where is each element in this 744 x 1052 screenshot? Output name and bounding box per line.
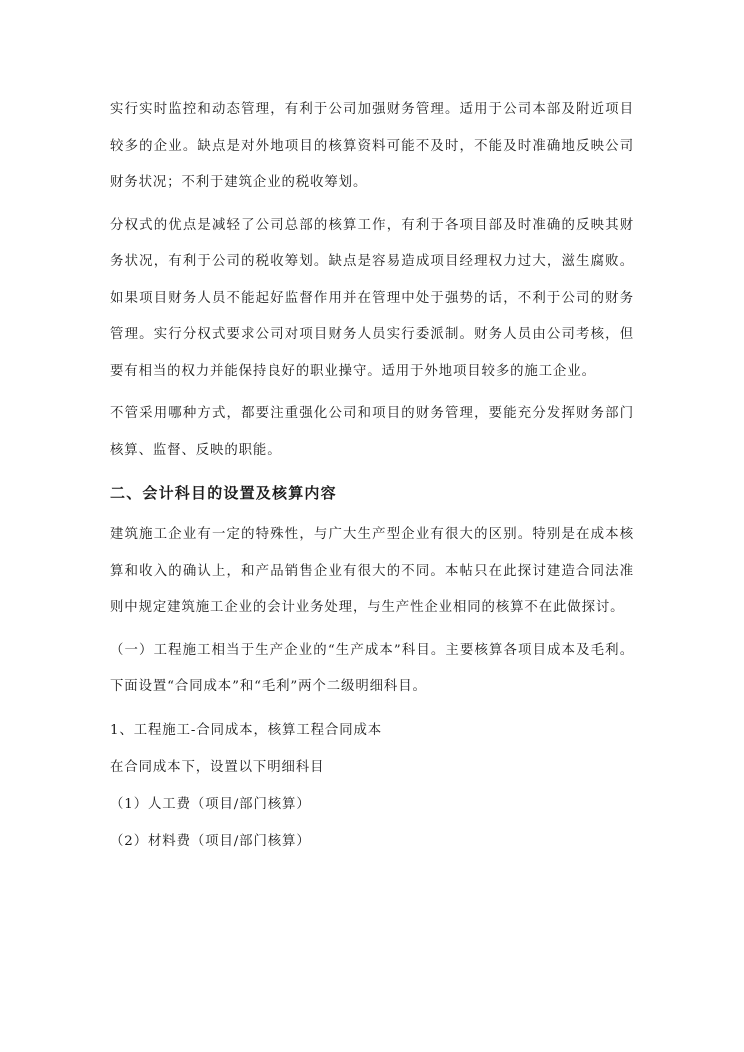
document-body: [110, 92, 634, 860]
section-heading: 二、会计科目的设置及核算内容: [110, 484, 337, 502]
paragraph-financial-management: 不管采用哪种方式，都要注重强化公司和项目的财务管理，要能充分发挥财务部门核算、监督、反映的职能。: [110, 406, 634, 458]
list-item: 1、工程施工-合同成本，核算工程合同成本: [110, 722, 383, 738]
list-item: （2）材料费（项目/部门核算）: [110, 833, 311, 849]
list-item: （1）人工费（项目/部门核算）: [110, 796, 311, 812]
list-item: 在合同成本下，设置以下明细科目: [110, 759, 325, 775]
paragraph-engineering-construction-account: （一）工程施工相当于生产企业的“生产成本”科目。主要核算各项目成本及毛利。下面设置“合同成本”和“毛利”两个二级明细科目。: [110, 642, 634, 694]
paragraph-centralized-advantages: 实行实时监控和动态管理，有利于公司加强财务管理。适用于公司本部及附近项目较多的企业。缺点是对外地项目的核算资料可能不及时，不能及时准确地反映公司财务状况；不利于建筑企业的税收筹划。: [110, 102, 634, 190]
paragraph-decentralized-pros-cons: 分权式的优点是减轻了公司总部的核算工作，有利于各项目部及时准确的反映其财务状况，有利于公司的税收筹划。缺点是容易造成项目经理权力过大，滋生腐败。如果项目财务人员不能起好监督作用并在管理中处于强势的话，不利于公司的财务管理。实行分权式要求公司对项目财务人员实行委派制。财务人员由公司考核，但要有相当的权力并能保持良好的职业操守。适用于外地项目较多的施工企业。: [110, 217, 634, 379]
paragraph-industry-specifics: 建筑施工企业有一定的特殊性，与广大生产型企业有很大的区别。特别是在成本核算和收入的确认上，和产品销售企业有很大的不同。本帖只在此探讨建造合同法准则中规定建筑施工企业的会计业务处理，与生产性企业相同的核算不在此做探讨。: [110, 527, 634, 615]
